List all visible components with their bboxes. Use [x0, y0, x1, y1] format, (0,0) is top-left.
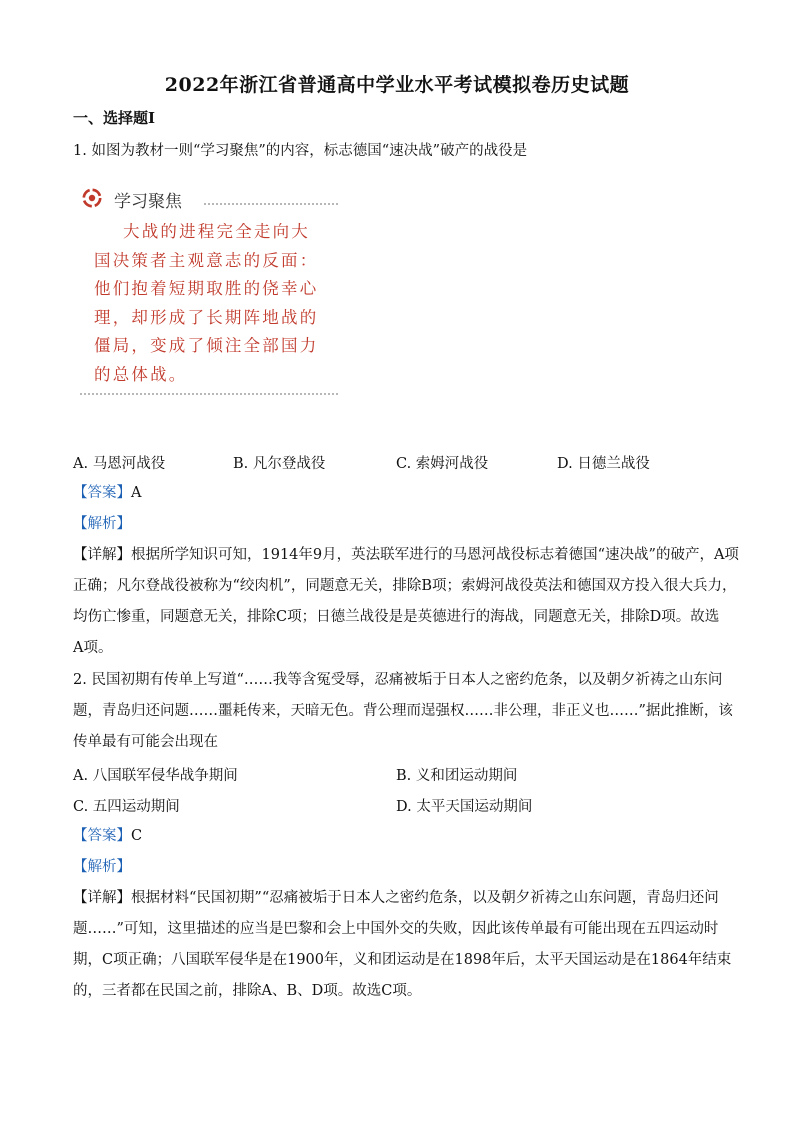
q2-option-b: B. 义和团运动期间: [396, 768, 518, 784]
focus-line: 的总体战。: [94, 364, 188, 384]
study-focus-header: [80, 186, 338, 210]
page-title: 2022年浙江省普通高中学业水平考试模拟卷历史试题: [164, 74, 630, 96]
q2-detail-line: 期，C项正确；八国联军侵华是在1900年，义和团运动是在1898年后，太平天国运动是在1864年结束: [73, 952, 732, 968]
q2-detail-line: 的，三者都在民国之前，排除A、B、D项。故选C项。: [73, 983, 422, 999]
answer-value: C: [131, 828, 143, 844]
q1-answer: [73, 483, 721, 503]
q1-detail-line: 正确；凡尔登战役被称为“绞肉机”，同题意无关，排除B项；索姆河战役英法和德国双方投入很大兵力，: [73, 578, 737, 594]
q1-detail-line: 均伤亡惨重，同题意无关，排除C项；日德兰战役是是英德进行的海战，同题意无关，排除D项。故选: [73, 609, 720, 625]
focus-line: 国决策者主观意志的反面：: [94, 250, 319, 270]
study-focus-text: [94, 218, 338, 389]
q2-analysis-tag: 【解析】: [73, 859, 131, 875]
focus-target-icon: [82, 188, 102, 208]
focus-line: 理，却形成了长期阵地战的: [94, 307, 319, 327]
q2-answer: [73, 826, 721, 846]
q2-option-c: C. 五四运动期间: [73, 799, 180, 815]
section-heading: 一、选择题Ⅰ: [73, 109, 156, 127]
answer-tag: 【答案】: [73, 828, 131, 844]
focus-divider-top: [204, 203, 338, 205]
q1-stem: 1. 如图为教材一则“学习聚焦”的内容，标志德国“速决战”破产的战役是: [73, 143, 528, 159]
study-focus-box: [80, 180, 338, 398]
focus-divider-bottom: [80, 393, 338, 395]
q1-option-a: A. 马恩河战役: [73, 456, 166, 472]
study-focus-title: 学习聚焦: [114, 192, 182, 212]
q1-option-d: D. 日德兰战役: [557, 456, 650, 472]
q2-detail-line: 【详解】根据材料“民国初期”“忍痛被垢于日本人之密约危条，以及朝夕祈祷之山东问题，青岛归还问: [73, 890, 719, 906]
q1-option-c: C. 索姆河战役: [396, 456, 489, 472]
focus-line: 他们抱着短期取胜的侥幸心: [94, 279, 319, 298]
q1-option-b: B. 凡尔登战役: [233, 456, 326, 472]
answer-tag: 【答案】: [73, 485, 131, 501]
q1-detail-line: 【详解】根据所学知识可知，1914年9月，英法联军进行的马恩河战役标志着德国“速决战”的破产，A项: [73, 547, 739, 563]
q2-stem-line: 传单最有可能会出现在: [73, 734, 218, 750]
q1-analysis-tag: 【解析】: [73, 516, 131, 532]
q2-stem-line: 2. 民国初期有传单上写道“……我等含冤受辱，忍痛被垢于日本人之密约危条，以及朝夕祈祷之山东问: [73, 672, 723, 688]
answer-value: A: [131, 485, 142, 501]
q2-option-d: D. 太平天国运动期间: [396, 799, 533, 815]
focus-line: 僵局，变成了倾注全部国力: [94, 336, 319, 355]
q1-detail-line: A项。: [73, 640, 113, 656]
q2-detail-line: 题……”可知，这里描述的应当是巴黎和会上中国外交的失败，因此该传单最有可能出现在五四运动时: [73, 921, 719, 937]
focus-line: 大战的进程完全走向大: [123, 222, 310, 241]
q2-stem-line: 题，青岛归还问题……噩耗传来，天暗无色。背公理而逞强权……非公理，非正义也……”据此推断，该: [73, 703, 733, 719]
q2-option-a: A. 八国联军侵华战争期间: [73, 768, 238, 784]
